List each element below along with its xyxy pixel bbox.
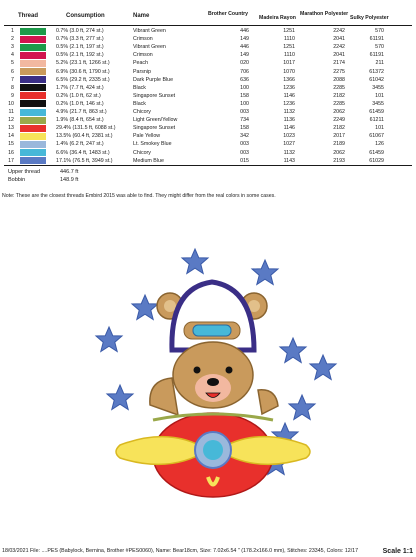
header-name: Name (133, 13, 150, 19)
row-thread-name: Medium Blue (133, 157, 164, 164)
row-sulky-code: 61029 (369, 157, 384, 164)
row-madeira-code: 1236 (283, 84, 295, 91)
row-number: 13 (8, 125, 14, 132)
table-divider (4, 165, 412, 166)
row-number: 11 (8, 109, 14, 115)
thread-row (4, 27, 412, 35)
row-thread-name: Crimson (133, 36, 153, 43)
thread-row (4, 124, 412, 132)
row-sulky-code: 61459 (369, 149, 384, 156)
star-icon (280, 338, 306, 363)
row-marathon-code: 2062 (333, 149, 345, 156)
row-marathon-code: 2062 (333, 109, 345, 115)
row-thread-name: Lt. Smokey Blue (133, 141, 172, 148)
thread-row (4, 68, 412, 76)
header-consumption: Consumption (66, 13, 105, 19)
star-icon (96, 327, 122, 352)
bobbin-value: 148.9 ft (60, 177, 79, 183)
row-marathon-code: 2182 (333, 92, 345, 99)
row-consumption: 0.2% (1.0 ft, 146 st.) (56, 100, 104, 107)
row-brother-code: 446 (240, 28, 249, 34)
row-brother-code: 158 (240, 125, 249, 132)
thread-row (4, 149, 412, 157)
thread-row (4, 92, 412, 100)
row-marathon-code: 2174 (333, 60, 345, 67)
star-icon (252, 260, 278, 285)
row-madeira-code: 1023 (283, 133, 295, 140)
row-madeira-code: 1146 (283, 92, 295, 99)
row-sulky-code: 101 (375, 92, 384, 99)
row-madeira-code: 1110 (284, 52, 295, 59)
row-marathon-code: 2041 (333, 52, 345, 59)
row-sulky-code: 61191 (369, 36, 384, 43)
thread-row (4, 157, 412, 165)
row-sulky-code: 61459 (369, 109, 384, 115)
row-consumption: 6.6% (36.4 ft, 1483 st.) (56, 149, 110, 156)
header-divider (4, 25, 412, 26)
star-icon (310, 355, 336, 380)
row-marathon-code: 2249 (333, 117, 345, 124)
row-consumption: 0.7% (3.3 ft, 277 st.) (56, 36, 104, 43)
row-marathon-code: 2193 (333, 157, 345, 164)
color-swatch (20, 68, 46, 75)
thread-row (4, 100, 412, 108)
row-madeira-code: 1017 (283, 60, 295, 67)
footer-info: 18/03/2021 File: ....PES (Babylock, Bernina, Brother #PES0060), Name: Bear18cm, Size: 7.02x6.54 " (178.2x166.0 mm), Stitches: 23345, Colors: 12/17 (2, 548, 359, 554)
row-number: 6 (11, 68, 14, 75)
row-madeira-code: 1027 (283, 141, 295, 148)
row-consumption: 13.5% (60.4 ft, 2381 st.) (56, 133, 113, 140)
row-consumption: 4.9% (21.7 ft, 863 st.) (56, 109, 107, 115)
thread-row (4, 35, 412, 43)
color-swatch (20, 157, 46, 164)
thread-row (4, 59, 412, 67)
row-thread-name: Light Green/Yellow (133, 117, 178, 124)
star-icon (182, 249, 208, 274)
row-thread-name: Peach (133, 60, 149, 67)
row-consumption: 5.2% (23.1 ft, 1266 st.) (56, 60, 110, 67)
row-sulky-code: 61372 (369, 68, 384, 75)
row-sulky-code: 570 (375, 44, 384, 51)
row-madeira-code: 1132 (283, 109, 295, 115)
row-madeira-code: 1146 (283, 125, 295, 132)
row-consumption: 1.4% (6.2 ft, 247 st.) (56, 141, 104, 148)
row-thread-name: Dark Purple Blue (133, 76, 174, 83)
header-sulky: Sulky Polyester (350, 15, 389, 21)
color-swatch (20, 60, 46, 67)
row-sulky-code: 61191 (369, 52, 384, 59)
row-sulky-code: 61211 (369, 117, 384, 124)
row-marathon-code: 2275 (333, 68, 345, 75)
upper-thread-label: Upper thread (8, 169, 41, 175)
row-number: 5 (11, 60, 14, 67)
thread-row (4, 108, 412, 116)
row-number: 8 (11, 84, 14, 91)
row-sulky-code: 61067 (369, 133, 384, 140)
color-swatch (20, 52, 46, 59)
row-sulky-code: 570 (375, 28, 384, 34)
upper-thread-value: 446.7 ft (60, 169, 79, 175)
row-consumption: 0.7% (3.0 ft, 274 st.) (56, 28, 104, 34)
row-number: 15 (8, 141, 14, 148)
row-marathon-code: 2285 (333, 100, 345, 107)
row-brother-code: 734 (240, 117, 249, 124)
row-madeira-code: 1136 (283, 117, 295, 124)
row-number: 16 (8, 149, 14, 156)
row-number: 3 (11, 44, 14, 51)
row-madeira-code: 1110 (284, 36, 295, 43)
color-swatch (20, 109, 46, 116)
note-text: Note: These are the closest threads Embird 2015 was able to find. They might differ from the real colors in some cases. (2, 193, 276, 199)
row-thread-name: Pale Yellow (133, 133, 161, 140)
row-number: 17 (8, 157, 14, 164)
bear-pilot-illustration (0, 230, 416, 550)
bobbin-label: Bobbin (8, 177, 26, 183)
row-marathon-code: 2088 (333, 76, 345, 83)
row-thread-name: Chicory (133, 149, 151, 156)
row-brother-code: 149 (240, 52, 249, 59)
color-swatch (20, 44, 46, 51)
row-marathon-code: 2242 (333, 44, 345, 51)
color-swatch (20, 149, 46, 156)
row-number: 2 (11, 36, 14, 43)
header-thread: Thread (18, 13, 39, 19)
color-swatch (20, 84, 46, 91)
star-icon (132, 295, 158, 320)
row-number: 10 (8, 100, 14, 107)
header-madeira: Madeira Rayon (259, 15, 296, 21)
row-consumption: 0.5% (2.1 ft, 197 st.) (56, 44, 104, 51)
row-thread-name: Black (133, 100, 146, 107)
thread-row (4, 116, 412, 124)
row-sulky-code: 3455 (372, 84, 384, 91)
row-thread-name: Crimson (133, 52, 153, 59)
row-thread-name: Chicory (133, 109, 151, 115)
color-swatch (20, 76, 46, 83)
row-brother-code: 003 (240, 109, 249, 115)
row-sulky-code: 126 (375, 141, 384, 148)
scale-label: Scale 1:1 (382, 548, 413, 555)
thread-row (4, 84, 412, 92)
color-swatch (20, 28, 46, 35)
color-swatch (20, 117, 46, 124)
row-brother-code: 706 (240, 68, 249, 75)
row-consumption: 17.1% (76.5 ft, 3949 st.) (56, 157, 113, 164)
row-brother-code: 020 (240, 60, 249, 67)
thread-row (4, 132, 412, 140)
row-marathon-code: 2242 (333, 28, 345, 34)
star-icon (107, 385, 133, 410)
row-thread-name: Singapore Sunset (133, 92, 176, 99)
row-number: 7 (11, 76, 14, 83)
row-brother-code: 342 (240, 133, 249, 140)
row-marathon-code: 2189 (333, 141, 345, 148)
color-swatch (20, 92, 46, 99)
row-sulky-code: 211 (375, 60, 384, 67)
row-brother-code: 015 (240, 157, 249, 164)
row-consumption: 1.9% (8.4 ft, 654 st.) (56, 117, 104, 124)
row-thread-name: Parsnip (133, 68, 151, 75)
row-madeira-code: 1251 (283, 28, 295, 34)
row-marathon-code: 2017 (333, 133, 345, 140)
row-madeira-code: 1143 (283, 157, 295, 164)
row-marathon-code: 2041 (333, 36, 345, 43)
row-consumption: 6.9% (30.6 ft, 1790 st.) (56, 68, 110, 75)
row-madeira-code: 1251 (283, 44, 295, 51)
row-thread-name: Black (133, 84, 146, 91)
row-number: 9 (11, 92, 14, 99)
row-madeira-code: 1070 (283, 68, 295, 75)
row-brother-code: 446 (240, 44, 249, 51)
color-swatch (20, 36, 46, 43)
row-consumption: 1.7% (7.7 ft, 424 st.) (56, 84, 104, 91)
row-brother-code: 158 (240, 92, 249, 99)
row-thread-name: Vibrant Green (133, 44, 166, 51)
row-brother-code: 149 (240, 36, 249, 43)
row-number: 1 (11, 28, 14, 34)
header-brother: Brother Country (208, 11, 249, 17)
row-number: 4 (11, 52, 14, 59)
row-brother-code: 003 (240, 141, 249, 148)
row-madeira-code: 1132 (283, 149, 295, 156)
row-consumption: 6.5% (29.2 ft, 2335 st.) (56, 76, 110, 83)
thread-row (4, 43, 412, 51)
row-number: 12 (8, 117, 14, 124)
star-icon (289, 395, 315, 420)
color-swatch (20, 125, 46, 132)
row-madeira-code: 1366 (283, 76, 295, 83)
row-sulky-code: 61042 (369, 76, 384, 83)
row-brother-code: 100 (240, 84, 249, 91)
color-swatch (20, 141, 46, 148)
row-marathon-code: 2182 (333, 125, 345, 132)
row-consumption: 29.4% (131.5 ft, 6088 st.) (56, 125, 116, 132)
row-sulky-code: 101 (375, 125, 384, 132)
thread-row (4, 140, 412, 148)
row-brother-code: 100 (240, 100, 249, 107)
row-thread-name: Vibrant Green (133, 28, 166, 34)
color-swatch (20, 133, 46, 140)
row-number: 14 (8, 133, 14, 140)
row-consumption: 0.2% (1.0 ft, 62 st.) (56, 92, 101, 99)
color-swatch (20, 100, 46, 107)
thread-row (4, 76, 412, 84)
row-sulky-code: 3455 (372, 100, 384, 107)
row-marathon-code: 2285 (333, 84, 345, 91)
row-consumption: 0.5% (2.1 ft, 192 st.) (56, 52, 104, 59)
header-marathon: Marathon Polyester (300, 11, 349, 17)
thread-row (4, 51, 412, 59)
row-madeira-code: 1236 (283, 100, 295, 107)
row-brother-code: 003 (240, 149, 249, 156)
row-brother-code: 636 (240, 76, 249, 83)
row-thread-name: Singapore Sunset (133, 125, 176, 132)
